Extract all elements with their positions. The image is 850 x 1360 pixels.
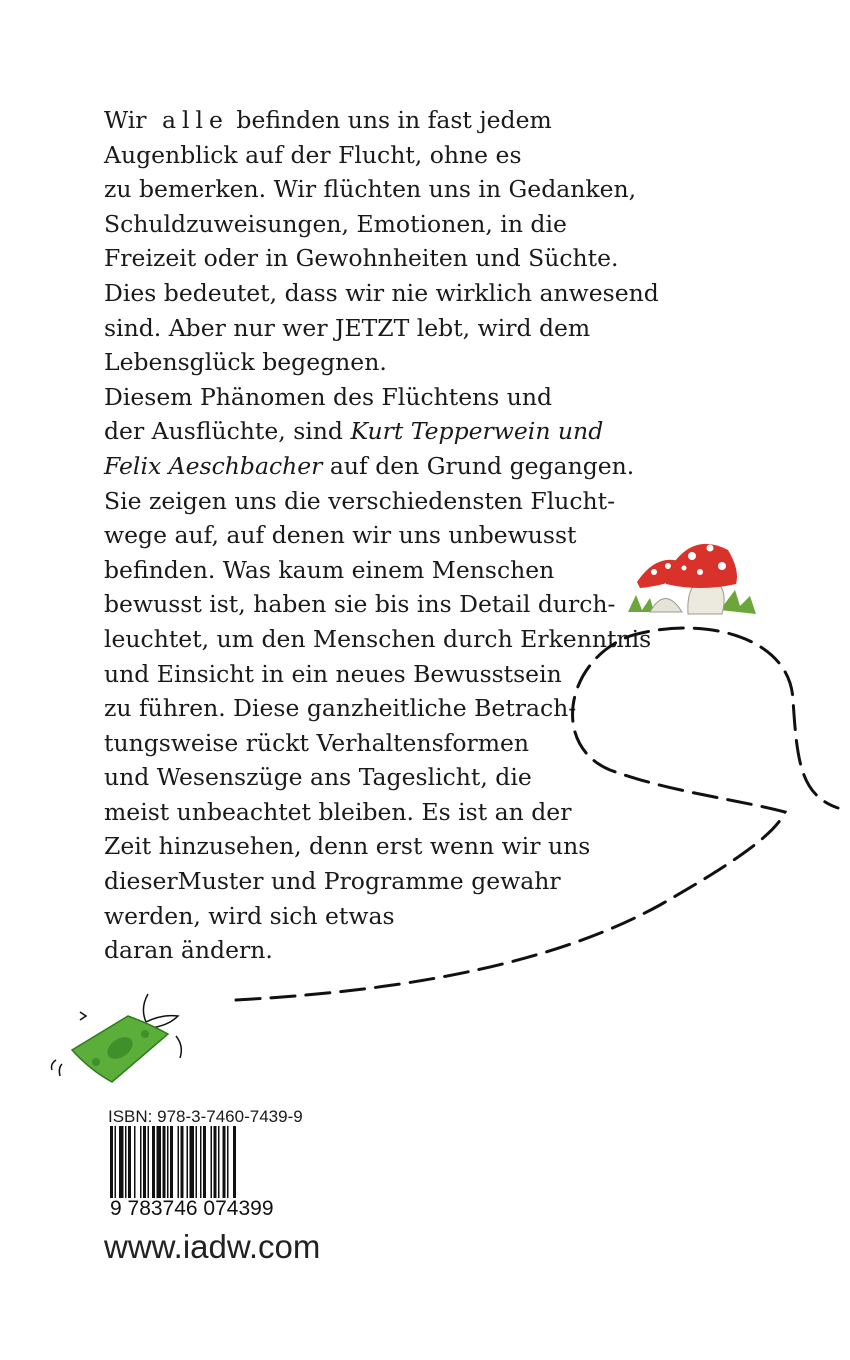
blurb-line-8: Lebensglück begegnen. [104,348,387,377]
blurb-line-13: wege auf, auf denen wir uns unbewusst [104,521,577,550]
blurb-line-22: Zeit hinzusehen, denn erst wenn wir uns [104,832,591,861]
blurb-line-25: daran ändern. [104,936,273,965]
blurb-line-4: Schuldzuweisungen, Emotionen, in die [104,209,567,238]
dashed-path [236,628,838,1000]
barcode-digits: 9 783746 074399 [110,1198,310,1220]
blurb-line-9: Diesem Phänomen des Flüchtens und [104,382,553,411]
mushroom-icon [628,544,756,614]
blurb-line-14: befinden. Was kaum einem Menschen [104,555,555,584]
blurb-line-10: der Ausflüchte, sind Kurt Tepperwein und [104,417,604,446]
blurb-line-18: zu führen. Diese ganzheitliche Betrach- [104,694,577,723]
blurb-line-5: Freizeit oder in Gewohnheiten und Süchte. [104,244,619,273]
author-names: Kurt Tepperwein und [350,417,604,446]
blurb-line-17: und Einsicht in ein neues Bewusstsein [104,659,562,688]
author-names: Felix Aeschbacher [104,451,323,480]
website-url: www.iadw.com [104,1228,321,1265]
blurb-line-12: Sie zeigen uns die verschiedensten Flucht- [104,486,616,515]
blurb-line-2: Augenblick auf der Flucht, ohne es [104,140,522,169]
blurb-line-6: Dies bedeutet, dass wir nie wirklich anwesend [104,278,659,307]
blurb-line-23: dieserMuster und Programme gewahr [104,867,561,896]
blurb-line-3: zu bemerken. Wir flüchten uns in Gedanken, [104,175,637,204]
blurb-line-21: meist unbeachtet bleiben. Es ist an der [104,797,572,826]
blurb-line-16: leuchtet, um den Menschen durch Erkenntnis [104,624,652,653]
blurb-line-19: tungsweise rückt Verhaltensformen [104,728,530,757]
blurb-line-11: Felix Aeschbacher auf den Grund gegangen. [104,451,635,480]
blurb-line-7: sind. Aber nur wer JETZT lebt, wird dem [104,313,591,342]
blurb-line-20: und Wesenszüge ans Tageslicht, die [104,763,532,792]
blurb-line-1: Wir alle befinden uns in fast jedem [104,106,552,134]
blurb-line-15: bewusst ist, haben sie bis ins Detail durch- [104,590,616,619]
flying-money-icon [52,994,182,1082]
blurb-line-24: werden, wird sich etwas [104,901,395,930]
isbn-label: ISBN: 978-3-7460-7439-9 [108,1107,303,1126]
